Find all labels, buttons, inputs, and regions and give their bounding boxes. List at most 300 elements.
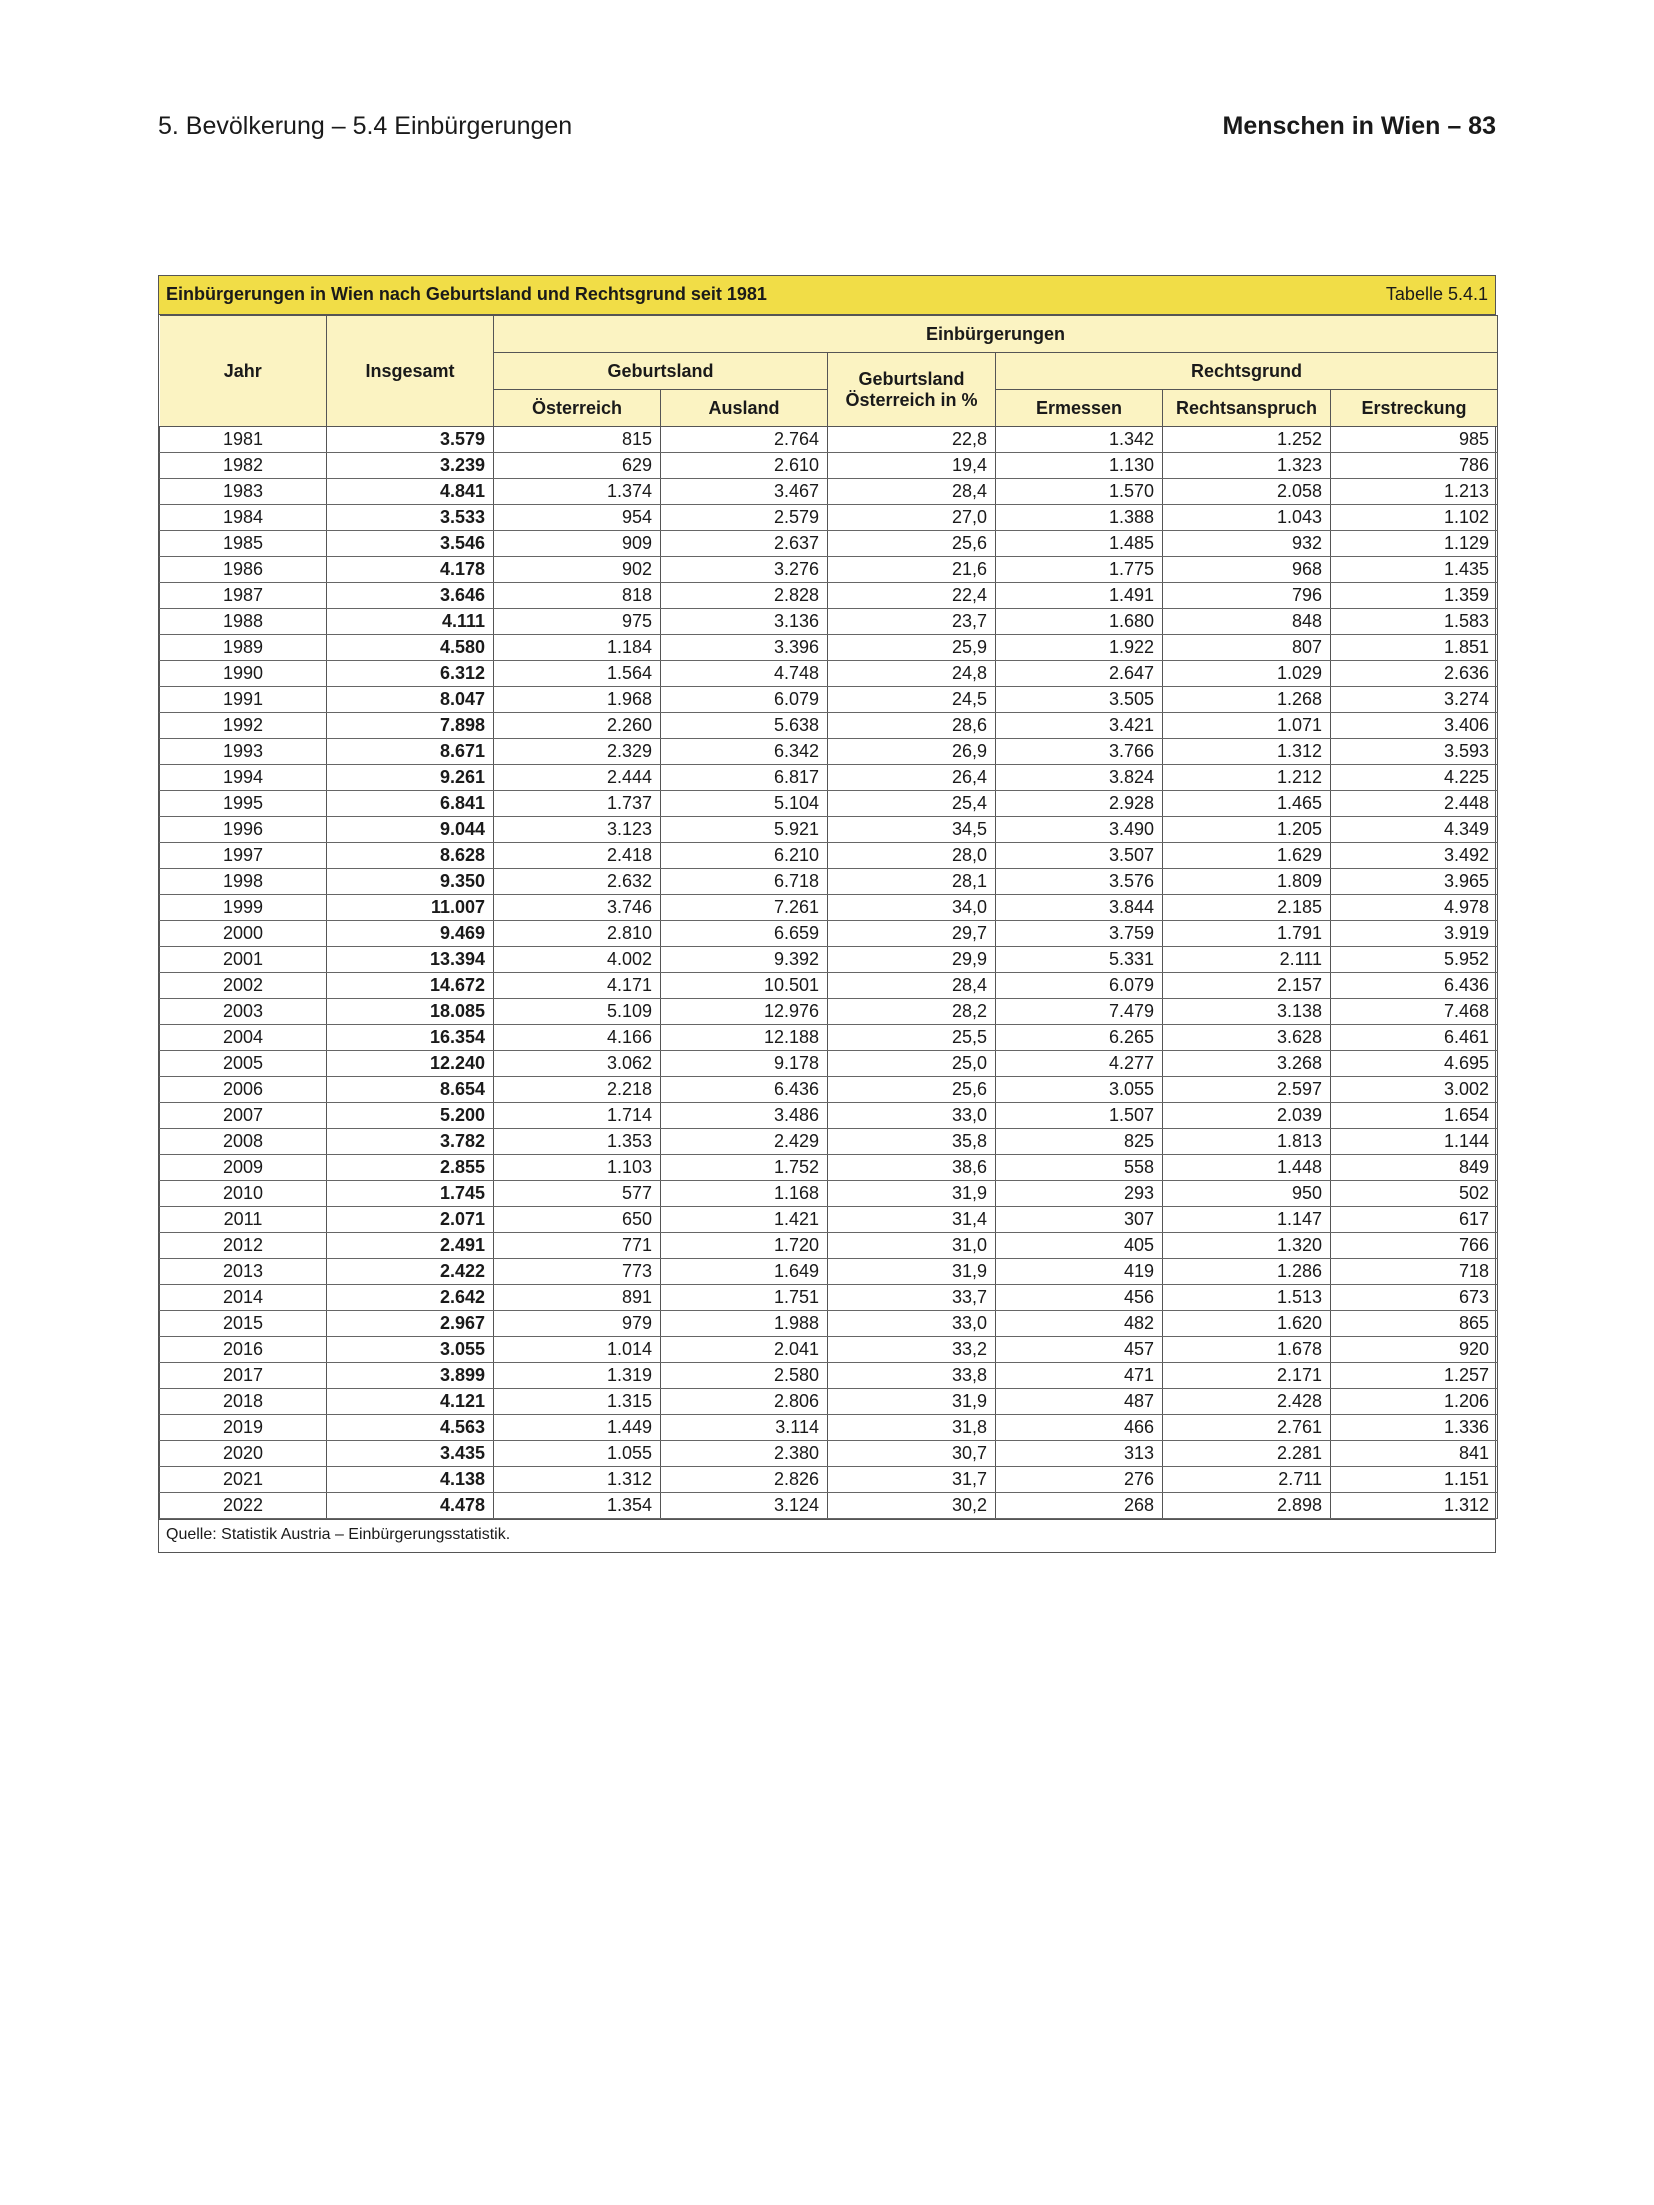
table-row <box>160 1051 1498 1077</box>
cell-erstreckung: 3.965 <box>1331 869 1498 895</box>
cell-geburtsland-pct: 33,2 <box>828 1337 996 1363</box>
table-row <box>160 531 1498 557</box>
table-row <box>160 687 1498 713</box>
cell-geburtsland-pct: 31,8 <box>828 1415 996 1441</box>
cell-rechtsanspruch: 2.711 <box>1163 1467 1331 1493</box>
cell-jahr: 1998 <box>160 869 327 895</box>
cell-insgesamt: 8.047 <box>327 687 494 713</box>
cell-geburtsland-pct: 33,0 <box>828 1103 996 1129</box>
cell-geburtsland-pct: 22,4 <box>828 583 996 609</box>
cell-erstreckung: 3.919 <box>1331 921 1498 947</box>
cell-erstreckung: 865 <box>1331 1311 1498 1337</box>
cell-insgesamt: 8.671 <box>327 739 494 765</box>
cell-geburtsland-pct: 38,6 <box>828 1155 996 1181</box>
cell-oesterreich: 773 <box>494 1259 661 1285</box>
table-row <box>160 1311 1498 1337</box>
col-header-oesterreich: Österreich <box>494 390 661 427</box>
cell-oesterreich: 5.109 <box>494 999 661 1025</box>
table-row <box>160 843 1498 869</box>
cell-rechtsanspruch: 1.029 <box>1163 661 1331 687</box>
table-row <box>160 791 1498 817</box>
cell-jahr: 2001 <box>160 947 327 973</box>
cell-insgesamt: 3.579 <box>327 427 494 453</box>
cell-ermessen: 825 <box>996 1129 1163 1155</box>
col-header-ausland: Ausland <box>661 390 828 427</box>
cell-jahr: 2005 <box>160 1051 327 1077</box>
table-row <box>160 973 1498 999</box>
cell-ausland: 9.392 <box>661 947 828 973</box>
cell-ermessen: 1.485 <box>996 531 1163 557</box>
cell-oesterreich: 2.444 <box>494 765 661 791</box>
cell-jahr: 1986 <box>160 557 327 583</box>
cell-oesterreich: 1.354 <box>494 1493 661 1519</box>
cell-ermessen: 3.490 <box>996 817 1163 843</box>
cell-ermessen: 558 <box>996 1155 1163 1181</box>
cell-rechtsanspruch: 1.205 <box>1163 817 1331 843</box>
section-heading: 5. Bevölkerung – 5.4 Einbürgerungen <box>158 112 573 140</box>
table-row <box>160 583 1498 609</box>
cell-insgesamt: 3.646 <box>327 583 494 609</box>
table-number: Tabelle 5.4.1 <box>1385 284 1488 304</box>
cell-erstreckung: 1.144 <box>1331 1129 1498 1155</box>
col-header-geburtsland-pct <box>828 353 996 427</box>
cell-ausland: 2.579 <box>661 505 828 531</box>
cell-jahr: 1995 <box>160 791 327 817</box>
cell-rechtsanspruch: 2.428 <box>1163 1389 1331 1415</box>
cell-oesterreich: 2.810 <box>494 921 661 947</box>
cell-ermessen: 6.265 <box>996 1025 1163 1051</box>
cell-jahr: 2000 <box>160 921 327 947</box>
cell-insgesamt: 2.491 <box>327 1233 494 1259</box>
cell-jahr: 1981 <box>160 427 327 453</box>
table-row <box>160 1285 1498 1311</box>
cell-ausland: 6.436 <box>661 1077 828 1103</box>
cell-geburtsland-pct: 34,5 <box>828 817 996 843</box>
cell-insgesamt: 9.261 <box>327 765 494 791</box>
cell-ermessen: 466 <box>996 1415 1163 1441</box>
cell-rechtsanspruch: 2.185 <box>1163 895 1331 921</box>
cell-oesterreich: 4.166 <box>494 1025 661 1051</box>
cell-ermessen: 1.388 <box>996 505 1163 531</box>
cell-erstreckung: 673 <box>1331 1285 1498 1311</box>
cell-ausland: 4.748 <box>661 661 828 687</box>
cell-geburtsland-pct: 25,0 <box>828 1051 996 1077</box>
cell-ermessen: 3.421 <box>996 713 1163 739</box>
cell-oesterreich: 2.260 <box>494 713 661 739</box>
cell-ermessen: 1.680 <box>996 609 1163 635</box>
cell-jahr: 1984 <box>160 505 327 531</box>
cell-ermessen: 3.759 <box>996 921 1163 947</box>
cell-jahr: 1988 <box>160 609 327 635</box>
cell-rechtsanspruch: 1.620 <box>1163 1311 1331 1337</box>
cell-insgesamt: 9.044 <box>327 817 494 843</box>
cell-erstreckung: 1.359 <box>1331 583 1498 609</box>
cell-jahr: 2021 <box>160 1467 327 1493</box>
cell-erstreckung: 985 <box>1331 427 1498 453</box>
cell-oesterreich: 891 <box>494 1285 661 1311</box>
cell-rechtsanspruch: 3.268 <box>1163 1051 1331 1077</box>
cell-insgesamt: 4.178 <box>327 557 494 583</box>
cell-erstreckung: 7.468 <box>1331 999 1498 1025</box>
table-row <box>160 1181 1498 1207</box>
cell-ausland: 3.467 <box>661 479 828 505</box>
col-header-ermessen: Ermessen <box>996 390 1163 427</box>
cell-insgesamt: 4.138 <box>327 1467 494 1493</box>
cell-ausland: 2.806 <box>661 1389 828 1415</box>
cell-oesterreich: 818 <box>494 583 661 609</box>
cell-oesterreich: 629 <box>494 453 661 479</box>
cell-erstreckung: 3.002 <box>1331 1077 1498 1103</box>
cell-insgesamt: 3.055 <box>327 1337 494 1363</box>
cell-rechtsanspruch: 1.323 <box>1163 453 1331 479</box>
cell-geburtsland-pct: 33,8 <box>828 1363 996 1389</box>
cell-ausland: 2.764 <box>661 427 828 453</box>
cell-jahr: 2013 <box>160 1259 327 1285</box>
cell-ermessen: 3.507 <box>996 843 1163 869</box>
cell-ausland: 2.828 <box>661 583 828 609</box>
cell-erstreckung: 4.695 <box>1331 1051 1498 1077</box>
cell-insgesamt: 18.085 <box>327 999 494 1025</box>
cell-rechtsanspruch: 1.071 <box>1163 713 1331 739</box>
col-header-erstreckung: Erstreckung <box>1331 390 1498 427</box>
cell-rechtsanspruch: 2.058 <box>1163 479 1331 505</box>
cell-erstreckung: 2.636 <box>1331 661 1498 687</box>
cell-geburtsland-pct: 28,6 <box>828 713 996 739</box>
cell-ermessen: 1.342 <box>996 427 1163 453</box>
cell-ermessen: 456 <box>996 1285 1163 1311</box>
cell-insgesamt: 4.478 <box>327 1493 494 1519</box>
table-row <box>160 427 1498 453</box>
cell-oesterreich: 2.418 <box>494 843 661 869</box>
cell-geburtsland-pct: 34,0 <box>828 895 996 921</box>
cell-ausland: 1.720 <box>661 1233 828 1259</box>
cell-ausland: 2.826 <box>661 1467 828 1493</box>
cell-rechtsanspruch: 1.791 <box>1163 921 1331 947</box>
cell-ermessen: 3.766 <box>996 739 1163 765</box>
cell-ermessen: 307 <box>996 1207 1163 1233</box>
cell-insgesamt: 2.855 <box>327 1155 494 1181</box>
cell-ermessen: 3.844 <box>996 895 1163 921</box>
cell-geburtsland-pct: 31,0 <box>828 1233 996 1259</box>
cell-oesterreich: 909 <box>494 531 661 557</box>
cell-jahr: 1991 <box>160 687 327 713</box>
cell-rechtsanspruch: 2.171 <box>1163 1363 1331 1389</box>
group-header-einbuergerungen: Einbürgerungen <box>494 316 1498 353</box>
cell-ermessen: 1.491 <box>996 583 1163 609</box>
cell-erstreckung: 1.257 <box>1331 1363 1498 1389</box>
cell-jahr: 1997 <box>160 843 327 869</box>
cell-rechtsanspruch: 932 <box>1163 531 1331 557</box>
cell-oesterreich: 1.449 <box>494 1415 661 1441</box>
cell-insgesamt: 12.240 <box>327 1051 494 1077</box>
cell-ermessen: 457 <box>996 1337 1163 1363</box>
cell-erstreckung: 5.952 <box>1331 947 1498 973</box>
cell-ausland: 12.976 <box>661 999 828 1025</box>
cell-insgesamt: 8.654 <box>327 1077 494 1103</box>
group-header-geburtsland: Geburtsland <box>494 353 828 390</box>
table-row <box>160 1155 1498 1181</box>
cell-geburtsland-pct: 29,7 <box>828 921 996 947</box>
cell-rechtsanspruch: 3.138 <box>1163 999 1331 1025</box>
cell-rechtsanspruch: 796 <box>1163 583 1331 609</box>
cell-insgesamt: 11.007 <box>327 895 494 921</box>
cell-jahr: 1992 <box>160 713 327 739</box>
table-row <box>160 1363 1498 1389</box>
cell-rechtsanspruch: 950 <box>1163 1181 1331 1207</box>
cell-insgesamt: 8.628 <box>327 843 494 869</box>
cell-ausland: 2.429 <box>661 1129 828 1155</box>
cell-oesterreich: 3.123 <box>494 817 661 843</box>
cell-ermessen: 1.507 <box>996 1103 1163 1129</box>
table-row <box>160 609 1498 635</box>
table-row <box>160 947 1498 973</box>
cell-insgesamt: 2.071 <box>327 1207 494 1233</box>
cell-oesterreich: 3.746 <box>494 895 661 921</box>
table-row <box>160 739 1498 765</box>
table-row <box>160 1493 1498 1519</box>
cell-jahr: 2019 <box>160 1415 327 1441</box>
cell-erstreckung: 1.583 <box>1331 609 1498 635</box>
table-row <box>160 1129 1498 1155</box>
cell-oesterreich: 2.632 <box>494 869 661 895</box>
table-row <box>160 479 1498 505</box>
cell-ermessen: 3.505 <box>996 687 1163 713</box>
cell-geburtsland-pct: 28,2 <box>828 999 996 1025</box>
cell-insgesamt: 4.841 <box>327 479 494 505</box>
table-row <box>160 817 1498 843</box>
cell-oesterreich: 2.218 <box>494 1077 661 1103</box>
table-row <box>160 453 1498 479</box>
cell-oesterreich: 771 <box>494 1233 661 1259</box>
cell-jahr: 1993 <box>160 739 327 765</box>
cell-oesterreich: 902 <box>494 557 661 583</box>
cell-geburtsland-pct: 23,7 <box>828 609 996 635</box>
cell-insgesamt: 3.546 <box>327 531 494 557</box>
cell-ausland: 2.637 <box>661 531 828 557</box>
cell-ausland: 1.421 <box>661 1207 828 1233</box>
cell-ermessen: 1.775 <box>996 557 1163 583</box>
table-row <box>160 661 1498 687</box>
cell-ermessen: 2.928 <box>996 791 1163 817</box>
cell-jahr: 2012 <box>160 1233 327 1259</box>
cell-erstreckung: 4.349 <box>1331 817 1498 843</box>
cell-geburtsland-pct: 21,6 <box>828 557 996 583</box>
cell-ausland: 2.041 <box>661 1337 828 1363</box>
table-row <box>160 1103 1498 1129</box>
cell-ermessen: 3.576 <box>996 869 1163 895</box>
cell-ermessen: 293 <box>996 1181 1163 1207</box>
cell-jahr: 1999 <box>160 895 327 921</box>
cell-geburtsland-pct: 28,4 <box>828 973 996 999</box>
cell-ermessen: 487 <box>996 1389 1163 1415</box>
cell-oesterreich: 4.002 <box>494 947 661 973</box>
cell-erstreckung: 1.312 <box>1331 1493 1498 1519</box>
cell-jahr: 1987 <box>160 583 327 609</box>
table-row <box>160 1389 1498 1415</box>
cell-rechtsanspruch: 1.268 <box>1163 687 1331 713</box>
cell-ausland: 2.610 <box>661 453 828 479</box>
cell-ermessen: 5.331 <box>996 947 1163 973</box>
cell-geburtsland-pct: 26,9 <box>828 739 996 765</box>
cell-geburtsland-pct: 24,5 <box>828 687 996 713</box>
cell-jahr: 2002 <box>160 973 327 999</box>
cell-ausland: 5.921 <box>661 817 828 843</box>
page-title: Menschen in Wien – 83 <box>1222 112 1496 140</box>
cell-geburtsland-pct: 28,0 <box>828 843 996 869</box>
cell-oesterreich: 1.564 <box>494 661 661 687</box>
cell-ermessen: 3.055 <box>996 1077 1163 1103</box>
cell-jahr: 2015 <box>160 1311 327 1337</box>
table-row <box>160 765 1498 791</box>
cell-rechtsanspruch: 3.628 <box>1163 1025 1331 1051</box>
cell-erstreckung: 1.206 <box>1331 1389 1498 1415</box>
cell-jahr: 1989 <box>160 635 327 661</box>
cell-ausland: 3.136 <box>661 609 828 635</box>
cell-geburtsland-pct: 31,9 <box>828 1389 996 1415</box>
cell-oesterreich: 975 <box>494 609 661 635</box>
cell-rechtsanspruch: 1.513 <box>1163 1285 1331 1311</box>
cell-oesterreich: 1.014 <box>494 1337 661 1363</box>
cell-ausland: 1.988 <box>661 1311 828 1337</box>
cell-erstreckung: 4.978 <box>1331 895 1498 921</box>
cell-ausland: 3.114 <box>661 1415 828 1441</box>
group-header-rechtsgrund: Rechtsgrund <box>996 353 1498 390</box>
cell-ausland: 2.580 <box>661 1363 828 1389</box>
cell-rechtsanspruch: 1.043 <box>1163 505 1331 531</box>
cell-oesterreich: 1.315 <box>494 1389 661 1415</box>
cell-ermessen: 276 <box>996 1467 1163 1493</box>
cell-ermessen: 1.130 <box>996 453 1163 479</box>
table-row <box>160 869 1498 895</box>
cell-ausland: 1.168 <box>661 1181 828 1207</box>
cell-oesterreich: 1.714 <box>494 1103 661 1129</box>
cell-jahr: 2016 <box>160 1337 327 1363</box>
cell-ermessen: 405 <box>996 1233 1163 1259</box>
cell-geburtsland-pct: 31,7 <box>828 1467 996 1493</box>
table-row <box>160 895 1498 921</box>
cell-jahr: 2008 <box>160 1129 327 1155</box>
cell-rechtsanspruch: 1.252 <box>1163 427 1331 453</box>
cell-oesterreich: 3.062 <box>494 1051 661 1077</box>
cell-oesterreich: 1.319 <box>494 1363 661 1389</box>
cell-insgesamt: 4.580 <box>327 635 494 661</box>
cell-ausland: 1.752 <box>661 1155 828 1181</box>
cell-ausland: 6.817 <box>661 765 828 791</box>
cell-erstreckung: 718 <box>1331 1259 1498 1285</box>
cell-erstreckung: 1.336 <box>1331 1415 1498 1441</box>
cell-jahr: 1994 <box>160 765 327 791</box>
cell-rechtsanspruch: 1.465 <box>1163 791 1331 817</box>
cell-geburtsland-pct: 29,9 <box>828 947 996 973</box>
cell-jahr: 1982 <box>160 453 327 479</box>
cell-ausland: 6.342 <box>661 739 828 765</box>
cell-rechtsanspruch: 2.111 <box>1163 947 1331 973</box>
cell-insgesamt: 3.533 <box>327 505 494 531</box>
cell-ausland: 6.718 <box>661 869 828 895</box>
cell-geburtsland-pct: 31,9 <box>828 1259 996 1285</box>
cell-rechtsanspruch: 1.813 <box>1163 1129 1331 1155</box>
cell-geburtsland-pct: 25,6 <box>828 1077 996 1103</box>
cell-rechtsanspruch: 848 <box>1163 609 1331 635</box>
cell-geburtsland-pct: 35,8 <box>828 1129 996 1155</box>
cell-jahr: 2010 <box>160 1181 327 1207</box>
cell-rechtsanspruch: 1.629 <box>1163 843 1331 869</box>
table-body <box>160 427 1498 1519</box>
cell-rechtsanspruch: 1.809 <box>1163 869 1331 895</box>
col-header-rechtsanspruch: Rechtsanspruch <box>1163 390 1331 427</box>
cell-oesterreich: 1.184 <box>494 635 661 661</box>
cell-rechtsanspruch: 1.312 <box>1163 739 1331 765</box>
cell-jahr: 1983 <box>160 479 327 505</box>
cell-erstreckung: 502 <box>1331 1181 1498 1207</box>
cell-rechtsanspruch: 968 <box>1163 557 1331 583</box>
cell-ausland: 5.638 <box>661 713 828 739</box>
cell-oesterreich: 1.312 <box>494 1467 661 1493</box>
cell-jahr: 1996 <box>160 817 327 843</box>
table-row <box>160 1259 1498 1285</box>
cell-geburtsland-pct: 24,8 <box>828 661 996 687</box>
cell-insgesamt: 6.841 <box>327 791 494 817</box>
cell-geburtsland-pct: 26,4 <box>828 765 996 791</box>
cell-oesterreich: 1.103 <box>494 1155 661 1181</box>
cell-geburtsland-pct: 30,2 <box>828 1493 996 1519</box>
cell-erstreckung: 786 <box>1331 453 1498 479</box>
cell-ausland: 7.261 <box>661 895 828 921</box>
cell-erstreckung: 3.593 <box>1331 739 1498 765</box>
cell-jahr: 2006 <box>160 1077 327 1103</box>
cell-geburtsland-pct: 31,9 <box>828 1181 996 1207</box>
cell-geburtsland-pct: 28,4 <box>828 479 996 505</box>
cell-erstreckung: 1.151 <box>1331 1467 1498 1493</box>
cell-oesterreich: 1.374 <box>494 479 661 505</box>
cell-jahr: 2011 <box>160 1207 327 1233</box>
cell-ausland: 3.486 <box>661 1103 828 1129</box>
cell-rechtsanspruch: 2.157 <box>1163 973 1331 999</box>
cell-jahr: 2020 <box>160 1441 327 1467</box>
cell-ermessen: 471 <box>996 1363 1163 1389</box>
cell-rechtsanspruch: 1.320 <box>1163 1233 1331 1259</box>
cell-rechtsanspruch: 1.678 <box>1163 1337 1331 1363</box>
cell-rechtsanspruch: 807 <box>1163 635 1331 661</box>
cell-erstreckung: 6.436 <box>1331 973 1498 999</box>
cell-ermessen: 1.570 <box>996 479 1163 505</box>
cell-erstreckung: 3.406 <box>1331 713 1498 739</box>
cell-oesterreich: 1.968 <box>494 687 661 713</box>
cell-rechtsanspruch: 1.147 <box>1163 1207 1331 1233</box>
table-row <box>160 1025 1498 1051</box>
col-header-insgesamt: Insgesamt <box>327 316 494 427</box>
col-header-geburtsland-pct-line2: Österreich in % <box>845 389 978 410</box>
cell-ermessen: 268 <box>996 1493 1163 1519</box>
cell-ausland: 2.380 <box>661 1441 828 1467</box>
cell-insgesamt: 16.354 <box>327 1025 494 1051</box>
col-header-jahr: Jahr <box>160 316 327 427</box>
cell-ausland: 10.501 <box>661 973 828 999</box>
table-row <box>160 1077 1498 1103</box>
cell-geburtsland-pct: 25,4 <box>828 791 996 817</box>
cell-insgesamt: 2.642 <box>327 1285 494 1311</box>
cell-insgesamt: 3.239 <box>327 453 494 479</box>
cell-insgesamt: 9.469 <box>327 921 494 947</box>
table-row <box>160 921 1498 947</box>
table-row <box>160 1337 1498 1363</box>
cell-geburtsland-pct: 19,4 <box>828 453 996 479</box>
cell-erstreckung: 1.129 <box>1331 531 1498 557</box>
cell-rechtsanspruch: 2.281 <box>1163 1441 1331 1467</box>
cell-erstreckung: 617 <box>1331 1207 1498 1233</box>
cell-erstreckung: 6.461 <box>1331 1025 1498 1051</box>
table-title-bar <box>159 276 1495 315</box>
